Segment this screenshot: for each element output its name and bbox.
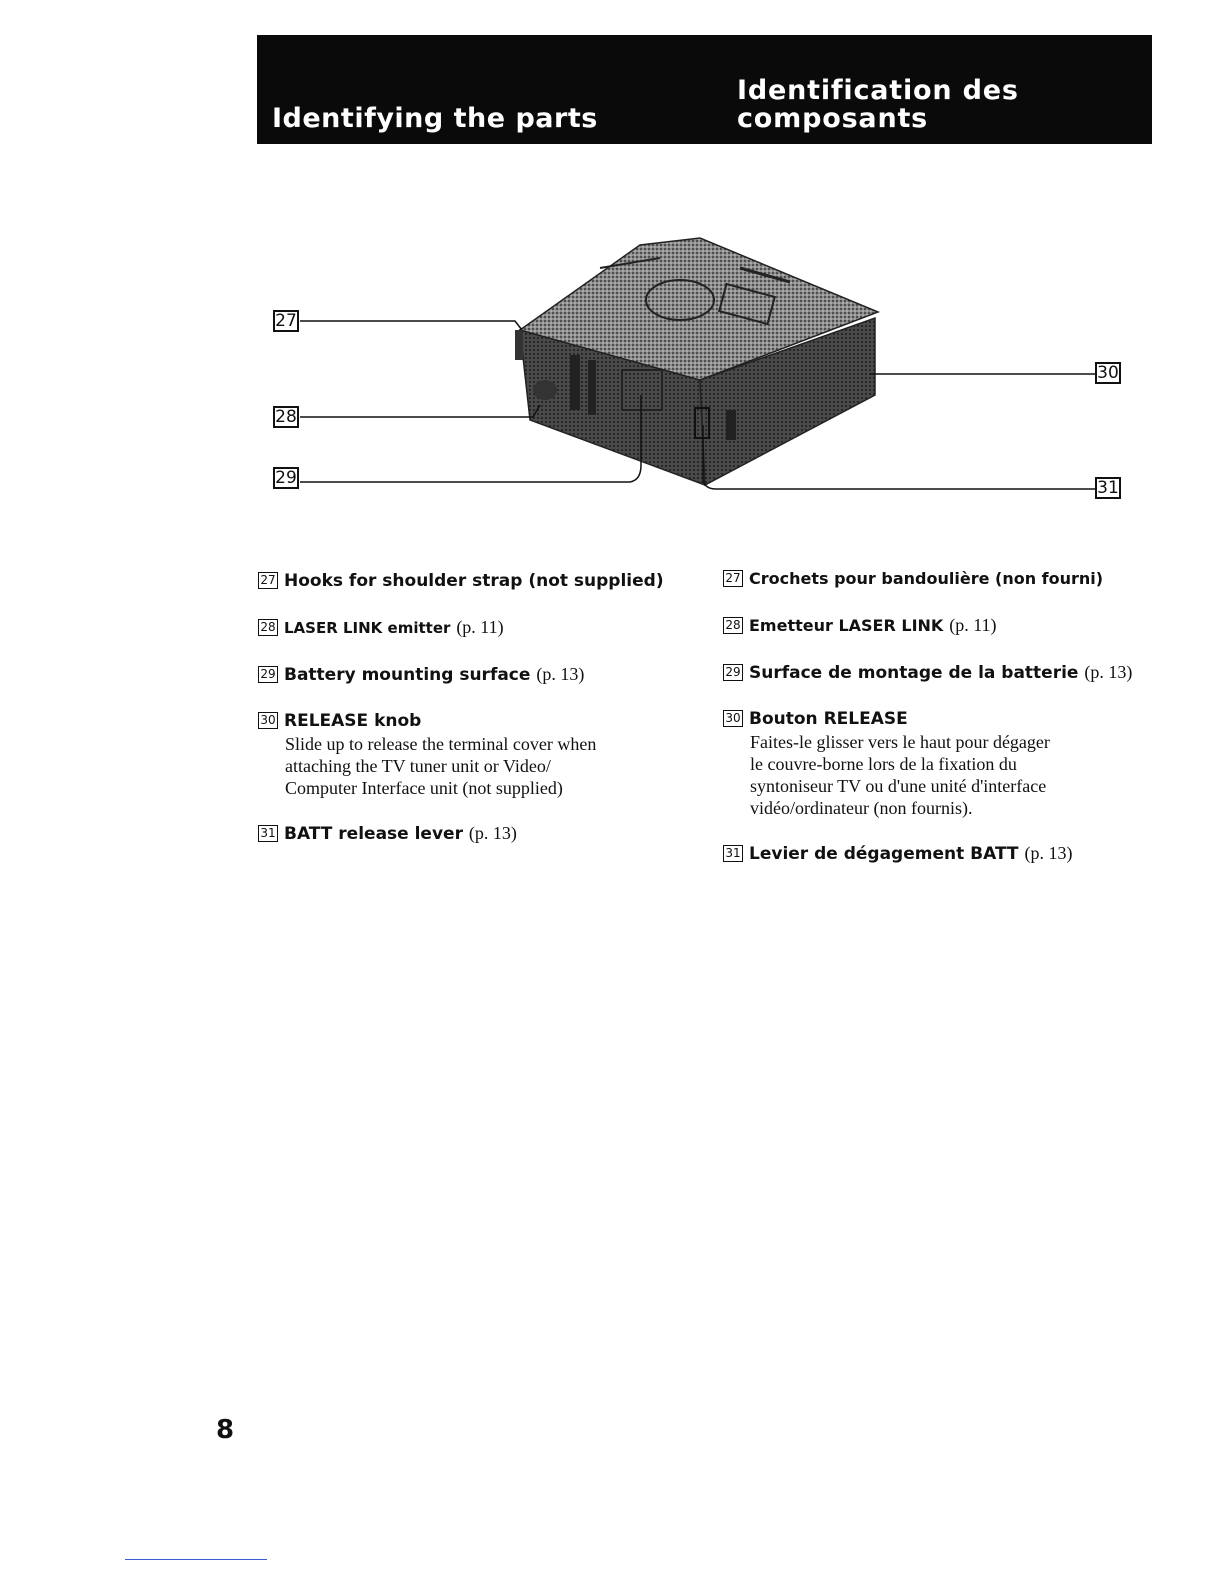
item-number-badge: 28 [723,617,743,634]
item-title: 31 Levier de dégagement BATT (p. 13) [723,844,1072,864]
item-number-badge: 31 [258,825,278,842]
item-title: 30 RELEASE knob [258,711,421,731]
page-reference: (p. 13) [1024,843,1073,863]
list-item-30-fr [723,707,1143,819]
callout-31: 31 [1095,477,1121,499]
item-title: 29 Battery mounting surface (p. 13) [258,665,584,685]
item-number-badge: 29 [723,664,743,681]
item-title: 28 Emetteur LASER LINK (p. 11) [723,616,997,636]
list-item-31-fr [723,841,1143,866]
strap-hook [515,330,523,360]
english-parts-list [258,565,678,846]
list-item-31-en [258,821,678,846]
page-number: 8 [216,1415,235,1445]
item-number-badge: 27 [258,572,278,589]
list-item-28-fr [723,613,1143,638]
callout-28: 28 [273,406,299,428]
item-description: Faites-le glisser vers le haut pour dégager le couvre-borne lors de la fixation du syntoniseur TV ou d'une unité d'interface vidéo/ordinateur (non fournis). [750,732,1050,818]
callout-27: 27 [273,310,299,332]
front-slot-1 [570,355,580,410]
list-item-30-en [258,709,678,799]
page-reference: (p. 11) [949,615,997,635]
item-title: 27 Hooks for shoulder strap (not supplied) [258,571,664,591]
item-number-badge: 30 [258,712,278,729]
leader-line-28 [300,405,540,417]
item-title: 27 Crochets pour bandoulière (non fourni) [723,569,1103,589]
item-number-badge: 30 [723,710,743,727]
page-reference: (p. 13) [536,664,585,684]
list-item-27-fr [723,567,1143,591]
item-number-badge: 29 [258,666,278,683]
item-title: 30 Bouton RELEASE [723,709,908,729]
laser-link-emitter [533,380,557,400]
front-slot-2 [588,360,596,415]
leader-line-27 [300,321,522,330]
title-english: Identifying the parts [272,103,598,134]
list-item-29-fr [723,660,1143,685]
list-item-27-en [258,569,678,593]
page-reference: (p. 11) [456,617,504,637]
item-number-badge: 28 [258,619,278,636]
title-french-line2: composants [737,103,929,134]
camcorder-illustration [0,0,1224,560]
item-title: 31 BATT release lever (p. 13) [258,824,517,844]
callout-29: 29 [273,467,299,489]
list-item-28-en [258,615,678,640]
release-slot [726,410,736,440]
title-french-line1: Identification des [737,75,1019,106]
footer-rule [125,1559,267,1560]
camcorder-figure [0,0,1224,560]
item-title: 28 LASER LINK emitter (p. 11) [258,618,504,638]
item-description: Slide up to release the terminal cover when attaching the TV tuner unit or Video/ Computer Interface unit (not supplied) [285,734,597,798]
callout-30: 30 [1095,362,1121,384]
page-reference: (p. 13) [1084,662,1133,682]
list-item-29-en [258,662,678,687]
item-number-badge: 27 [723,570,743,587]
french-parts-list [723,565,1143,866]
item-title: 29 Surface de montage de la batterie (p. 13) [723,663,1132,683]
page-reference: (p. 13) [468,823,517,843]
item-number-badge: 31 [723,845,743,862]
